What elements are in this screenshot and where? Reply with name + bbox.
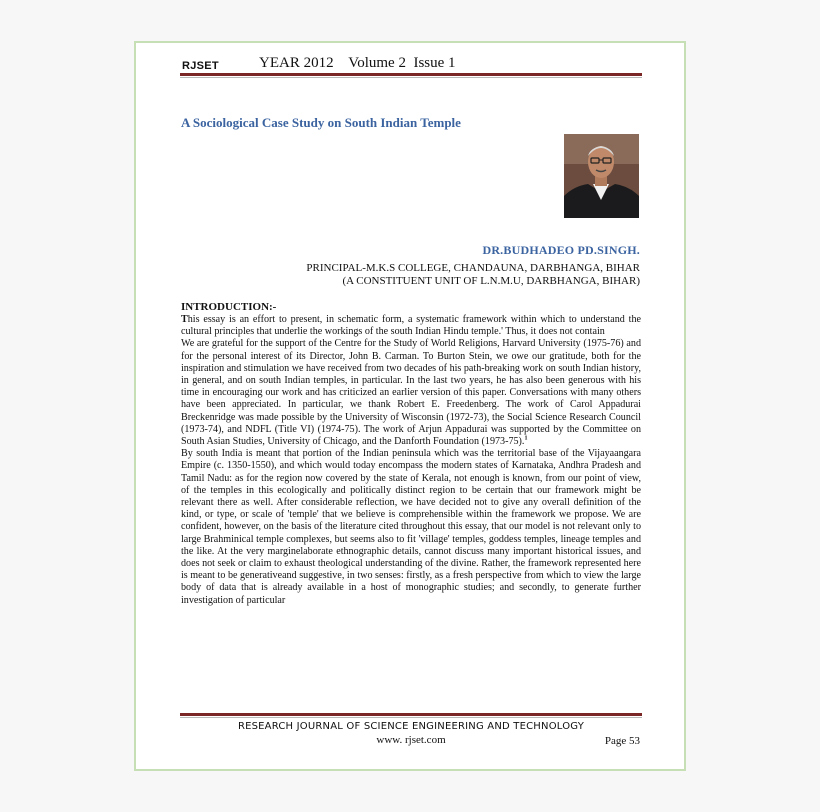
paragraph-3 — [181, 448, 641, 607]
section-heading: INTRODUCTION:- — [181, 301, 277, 313]
body-text — [181, 314, 641, 607]
footer-journal: RESEARCH JOURNAL OF SCIENCE ENGINEERING AND TECHNOLOGY — [237, 721, 585, 732]
running-header — [182, 55, 642, 75]
header-rule — [180, 73, 642, 76]
page-number: Page 53 — [604, 735, 640, 747]
affiliation-line-1: PRINCIPAL-M.K.S COLLEGE, CHANDAUNA, DARBHANGA, BIHAR — [306, 262, 640, 274]
paragraph-1 — [181, 314, 641, 338]
author-photo — [564, 134, 639, 218]
header-rule-shadow — [180, 77, 642, 78]
footer-rule-shadow — [180, 717, 642, 718]
affiliation — [306, 262, 640, 288]
journal-page — [134, 41, 686, 771]
paragraph-3-text: By south India is meant that portion of the Indian peninsula which was the territorial base of the Vijayaangara Empire (c. 1350-1550), and which would today encompass the modern states of Karnataka, Andhra Pradesh and Tamil Nadu: as for the region now covered by the state of Kerala, not enough is known, from our point of view, of the temples in this ecologically and politically distinct region to be certain that our framework might be relevant there as well. After considerable reflection, we have decided not to give any overall definition of the kind, or type, or scale of 'temple' that we believe is comprehensible within the framework we propose. We are confident, however, on the basis of the literature cited throughout this essay, that our model is not relevant only to large Brahminical temple complexes, but seems also to fit 'village' temples, goddess temples, lineage temples and the like. At the very marginelaborate ethnographic details, cannot discuss many important historical issues, and does not seek or claim to exhaust theological understanding of the divine. Rather, the framework represented here is meant to be generativeand suggestive, in two senses: firstly, as a fresh perspective from which to view the large body of data that is already available in a host of monographic studies; and secondly, to generate further investigation of particular — [181, 448, 641, 606]
affiliation-line-2: (A CONSTITUENT UNIT OF L.N.M.U, DARBHANGA, BIHAR) — [342, 275, 640, 287]
issue-info: YEAR 2012 Volume 2 Issue 1 — [259, 55, 456, 71]
paragraph-2 — [181, 338, 641, 448]
journal-abbrev: RJSET — [182, 60, 219, 72]
footnote-marker: 1 — [524, 435, 528, 442]
footer-rule — [180, 713, 642, 716]
paragraph-1-text: his essay is an effort to present, in schematic form, a systematic framework within which to understand the cultural principles that underlie the workings of the south Indian Hindu temple.' Thus, it does not contain — [181, 314, 641, 338]
author-portrait-icon — [564, 134, 639, 218]
footer-website: www. rjset.com — [376, 734, 446, 746]
paper-title: A Sociological Case Study on South Indian Temple — [181, 115, 461, 130]
author-name: DR.BUDHADEO PD.SINGH. — [482, 243, 640, 257]
drop-letter: T — [181, 314, 188, 325]
paragraph-2-text: We are grateful for the support of the Centre for the Study of World Religions, Harvard University (1975-76) and for the personal interest of its Director, John B. Carman. To Burton Stein, we owe our gratitude, both for the inspiration and stimulation we have received from two decades of his path-breaking work on south Indian history, in general, and on south Indian temples, in particular. In the last two years, he has also been generous with his time in encouraging our work and has criticized an earlier version of this paper. Conversations with many others have been appreciated. In particular, we thank Robert E. Freedenberg. The work of Carol Appadurai Breckenridge was made possible by the University of Wisconsin (1972-73), the Social Science Research Council (1973-74), and NDFL (Title VI) (1974-75). The work of Arjun Appadurai was supported by the Committee on South Asian Studies, University of Chicago, and the Danforth Foundation (1973-75). — [181, 338, 641, 448]
